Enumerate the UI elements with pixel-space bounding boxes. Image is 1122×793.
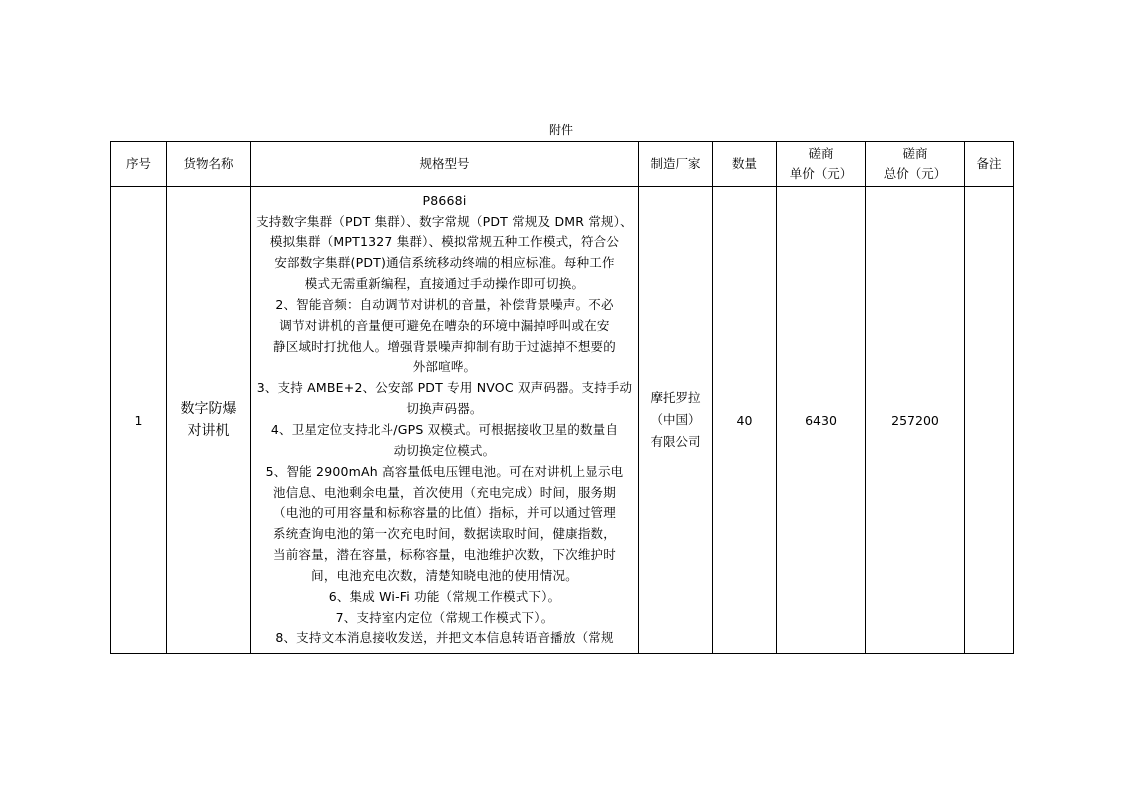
cell-qty: 40 xyxy=(713,187,777,654)
cell-no: 1 xyxy=(111,187,167,654)
spec-line: 3、支持 AMBE+2、公安部 PDT 专用 NVOC 双声码器。支持手动 xyxy=(256,380,633,396)
procurement-table xyxy=(110,141,1014,654)
table-row xyxy=(111,187,1014,654)
header-qty: 数量 xyxy=(713,142,777,187)
maker-line1: 摩托罗拉 xyxy=(650,390,701,405)
spec-line: 静区域时打扰他人。增强背景噪声抑制有助于过滤掉不想要的 xyxy=(273,338,616,354)
header-total-price xyxy=(866,142,965,187)
spec-line: 支持数字集群（PDT 集群）、数字常规（PDT 常规及 DMR 常规）、 xyxy=(256,213,633,229)
spec-line: 调节对讲机的音量便可避免在嘈杂的环境中漏掉呼叫或在安 xyxy=(279,317,610,333)
header-maker: 制造厂家 xyxy=(639,142,713,187)
cell-spec xyxy=(251,187,639,654)
cell-maker xyxy=(639,187,713,654)
spec-line: P8668i xyxy=(422,192,467,208)
spec-line: 6、集成 Wi-Fi 功能（常规工作模式下）。 xyxy=(328,588,561,604)
maker-line3: 有限公司 xyxy=(650,434,701,449)
spec-line: 系统查询电池的第一次充电时间，数据读取时间，健康指数， xyxy=(273,526,616,542)
spec-line: 池信息、电池剩余电量，首次使用（充电完成）时间，服务期 xyxy=(273,484,616,500)
goods-name-line1: 数字防爆 xyxy=(180,401,237,417)
spec-line: 间，电池充电次数，清楚知晓电池的使用情况。 xyxy=(311,567,578,583)
spec-line: 2、智能音频：自动调节对讲机的音量，补偿背景噪声。不必 xyxy=(275,296,614,312)
cell-total-price: 257200 xyxy=(866,187,965,654)
header-spec: 规格型号 xyxy=(251,142,639,187)
spec-line: 外部喧哗。 xyxy=(412,359,477,375)
cell-goods-name xyxy=(167,187,251,654)
spec-line: 安部数字集群(PDT)通信系统移动终端的相应标准。每种工作 xyxy=(274,255,615,271)
cell-unit-price: 6430 xyxy=(777,187,866,654)
header-unit-price-line1: 磋商 xyxy=(808,146,834,161)
header-unit-price xyxy=(777,142,866,187)
header-goods-name: 货物名称 xyxy=(167,142,251,187)
spec-line: 切换声码器。 xyxy=(406,401,483,417)
header-unit-price-line2: 单价（元） xyxy=(789,166,853,181)
spec-line: （电池的可用容量和标称容量的比值）指标，并可以通过管理 xyxy=(273,505,616,521)
spec-line: 4、卫星定位支持北斗/GPS 双模式。可根据接收卫星的数量自 xyxy=(270,422,619,437)
maker-line2: （中国） xyxy=(650,412,701,427)
spec-line: 7、支持室内定位（常规工作模式下）。 xyxy=(335,609,554,625)
header-row xyxy=(111,142,1014,187)
document-title: 附件 xyxy=(548,123,573,137)
header-no: 序号 xyxy=(111,142,167,187)
spec-line: 当前容量，潜在容量，标称容量，电池维护次数，下次维护时 xyxy=(273,547,616,563)
spec-line: 模式无需重新编程，直接通过手动操作即可切换。 xyxy=(304,276,585,292)
spec-line: 模拟集群（MPT1327 集群）、模拟常规五种工作模式，符合公 xyxy=(269,234,620,250)
header-remark: 备注 xyxy=(965,142,1014,187)
spec-line: 动切换定位模式。 xyxy=(393,442,496,458)
cell-remark xyxy=(965,187,1014,654)
spec-line: 8、支持文本消息接收发送，并把文本信息转语音播放（常规 xyxy=(275,630,614,646)
header-total-price-line2: 总价（元） xyxy=(883,166,947,181)
goods-name-line2: 对讲机 xyxy=(187,423,230,439)
spec-line: 5、智能 2900mAh 高容量低电压锂电池。可在对讲机上显示电 xyxy=(265,463,624,479)
header-total-price-line1: 磋商 xyxy=(902,146,928,161)
